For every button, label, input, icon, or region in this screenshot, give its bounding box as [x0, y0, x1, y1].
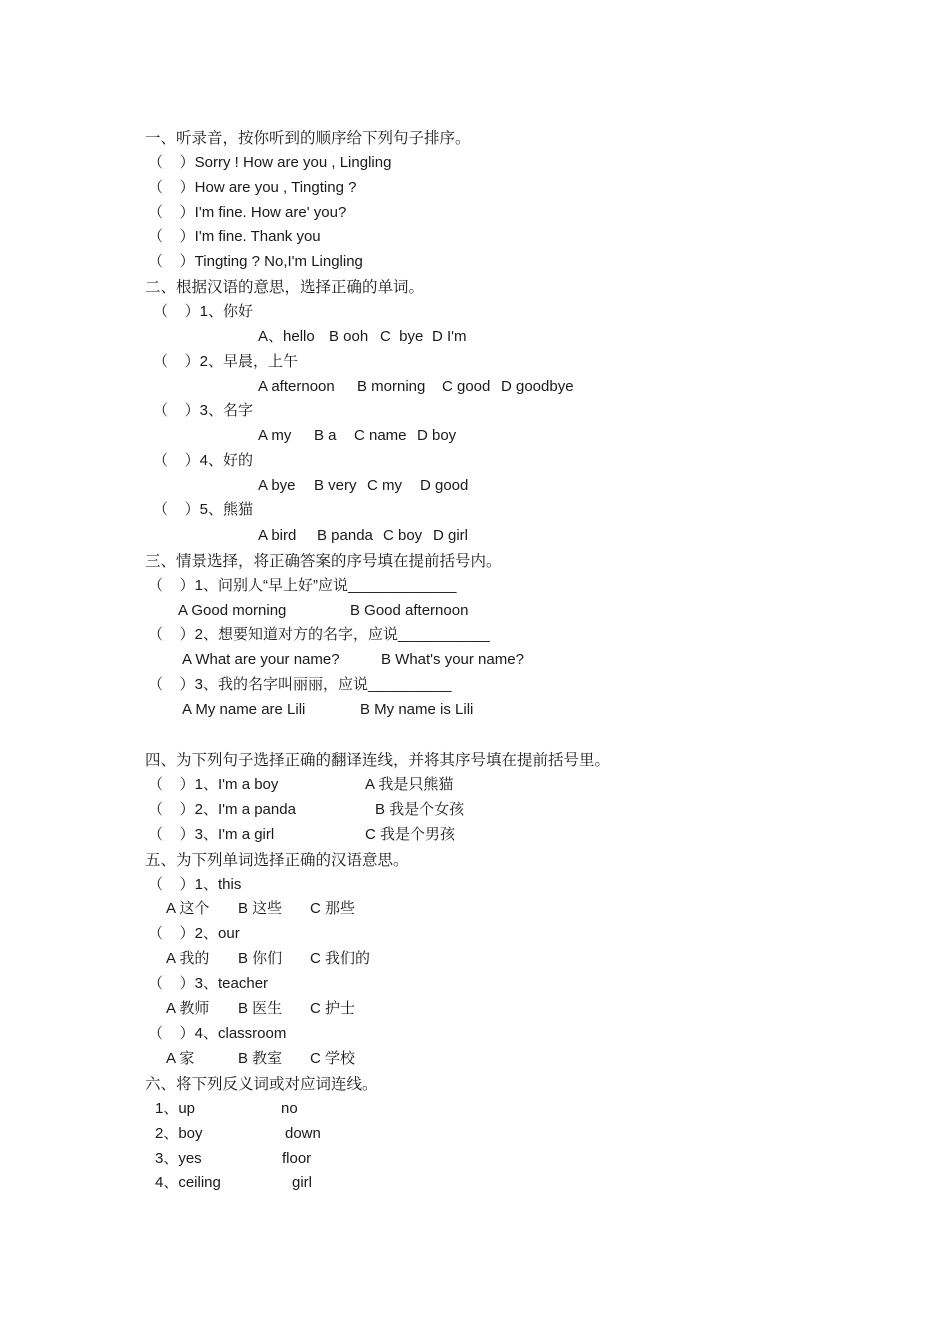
- section5-option: B 教室: [238, 1050, 283, 1067]
- section3-option-a: A What are your name?: [182, 651, 340, 668]
- section1-item: （ ）Tingting ? No,I'm Lingling: [148, 253, 363, 270]
- section2-question: （ ）3、名字: [153, 402, 254, 419]
- section6-right: no: [281, 1100, 298, 1117]
- section2-question: （ ）2、早晨，上午: [153, 353, 299, 370]
- section1-item: （ ）How are you , Tingting ?: [148, 179, 357, 196]
- section3-option-b: B What's your name?: [381, 651, 524, 668]
- section2-option: B a: [314, 427, 337, 444]
- section6-title: 六、将下列反义词或对应词连线。: [145, 1075, 378, 1093]
- section2-option: C boy: [383, 527, 423, 544]
- section3-option-a: A My name are Lili: [182, 701, 306, 718]
- section2-option: A bird: [258, 527, 297, 544]
- section4-title: 四、为下列句子选择正确的翻译连线，并将其序号填在提前括号里。: [145, 751, 611, 769]
- section2-option: D good: [420, 477, 469, 494]
- section1-item: （ ）I'm fine. Thank you: [148, 228, 321, 245]
- section5-question: （ ）4、classroom: [148, 1025, 287, 1042]
- section3-question: （ ）2、想要知道对方的名字，应说___________: [148, 626, 490, 643]
- section2-option: D boy: [417, 427, 457, 444]
- section5-option: C 那些: [310, 900, 356, 917]
- section2-title: 二、根据汉语的意思，选择正确的单词。: [145, 278, 425, 296]
- section2-option: A bye: [258, 477, 296, 494]
- section3-question: （ ）1、问别人“早上好”应说_____________: [148, 577, 457, 594]
- section4-right: A 我是只熊猫: [365, 776, 454, 793]
- section3-option-b: B My name is Lili: [360, 701, 474, 718]
- section4-left: （ ）2、I'm a panda: [148, 801, 296, 818]
- section3-question: （ ）3、我的名字叫丽丽，应说__________: [148, 676, 452, 693]
- section2-option: B morning: [357, 378, 426, 395]
- section2-option: D girl: [433, 527, 469, 544]
- section2-option: D I'm: [432, 328, 467, 345]
- section2-option: B panda: [317, 527, 373, 544]
- section6-left: 2、boy: [155, 1125, 203, 1142]
- section6-right: down: [285, 1125, 321, 1142]
- section2-question: （ ）1、你好: [153, 303, 254, 320]
- section5-title: 五、为下列单词选择正确的汉语意思。: [145, 851, 409, 869]
- section2-option: A my: [258, 427, 292, 444]
- section1-item: （ ）Sorry ! How are you , Lingling: [148, 154, 392, 171]
- section5-option: B 你们: [238, 950, 283, 967]
- section1-item: （ ）I'm fine. How are' you?: [148, 204, 347, 221]
- section4-right: C 我是个男孩: [365, 826, 456, 843]
- section6-left: 1、up: [155, 1100, 196, 1117]
- section4-left: （ ）1、I'm a boy: [148, 776, 279, 793]
- section5-option: C 学校: [310, 1050, 356, 1067]
- section6-left: 4、ceiling: [155, 1174, 221, 1191]
- section2-option: D goodbye: [501, 378, 574, 395]
- section5-option: A 教师: [166, 1000, 210, 1017]
- section2-question: （ ）5、熊猫: [153, 501, 254, 518]
- section2-option: C bye: [380, 328, 424, 345]
- section4-left: （ ）3、I'm a girl: [148, 826, 275, 843]
- section2-option: C good: [442, 378, 491, 395]
- section3-option-b: B Good afternoon: [350, 602, 469, 619]
- section3-title: 三、情景选择，将正确答案的序号填在提前括号内。: [145, 552, 502, 570]
- section6-right: girl: [292, 1174, 313, 1191]
- section6-right: floor: [282, 1150, 312, 1167]
- section2-question: （ ）4、好的: [153, 452, 254, 469]
- section5-option: A 我的: [166, 950, 210, 967]
- section5-question: （ ）3、teacher: [148, 975, 269, 992]
- section5-option: C 我们的: [310, 950, 371, 967]
- section2-option: A、hello: [258, 328, 315, 345]
- section3-option-a: A Good morning: [178, 602, 287, 619]
- section2-option: B ooh: [329, 328, 369, 345]
- section5-option: B 这些: [238, 900, 283, 917]
- section5-question: （ ）2、our: [148, 925, 240, 942]
- section5-option: B 医生: [238, 1000, 283, 1017]
- section5-option: A 家: [166, 1050, 195, 1067]
- section6-left: 3、yes: [155, 1150, 202, 1167]
- section2-option: C name: [354, 427, 407, 444]
- section5-question: （ ）1、this: [148, 876, 242, 893]
- section2-option: C my: [367, 477, 402, 494]
- section5-option: C 护士: [310, 1000, 356, 1017]
- section1-title: 一、听录音，按你听到的顺序给下列句子排序。: [145, 129, 471, 147]
- section5-option: A 这个: [166, 900, 210, 917]
- section4-right: B 我是个女孩: [375, 801, 465, 818]
- section2-option: A afternoon: [258, 378, 335, 395]
- section2-option: B very: [314, 477, 357, 494]
